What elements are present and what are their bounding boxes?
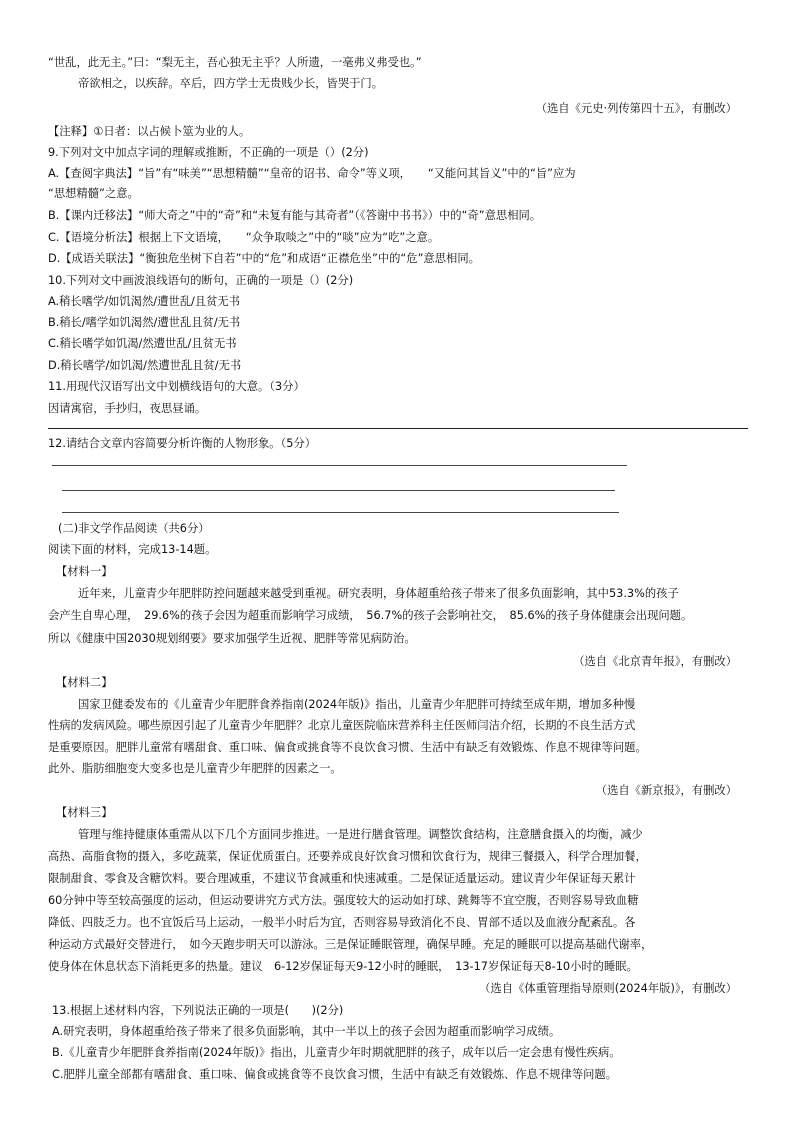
source-note: （选自《元史·列传第四十五》，有删改）	[535, 102, 737, 115]
option-a-cont: “思想精髓”之意。	[48, 187, 139, 200]
material-heading: 【材料三】	[56, 806, 113, 819]
paragraph-line: 限制甜食、零食及含糖饮料。要合理减重，不建议节食减重和快速减重。二是保证适量运动。建议青少年保证每天累计	[48, 872, 636, 885]
question-13: 13.根据上述材料内容，下列说法正确的一项是( )(2分)	[52, 1004, 344, 1017]
text-line: “世乱，此无主。”曰：“梨无主，吾心独无主乎？人所遗，一毫弗义弗受也。”	[48, 56, 422, 69]
question-11: 11.用现代汉语写出文中划横线语句的大意。（3分）	[48, 380, 305, 393]
paragraph-line: 会产生自卑心理， 29.6%的孩子会因为超重而影响学习成绩， 56.7%的孩子会影响社交， 85.6%的孩子身体健康会出现问题。	[48, 609, 693, 622]
paragraph-line: 管理与维持健康体重需从以下几个方面同步推进。一是进行膳食管理。调整饮食结构，注意膳食摄入的均衡，减少	[78, 828, 643, 841]
option-c: C.肥胖儿童全部都有嗜甜食、重口味、偏食或挑食等不良饮食习惯，生活中有缺乏有效锻炼、作息不规律等问题。	[52, 1068, 618, 1081]
paragraph-line: 60分钟中等至较高强度的运动，但运动要讲究方式方法。强度较大的运动如打球、跳舞等不宜空腹，否则容易导致血糖	[48, 894, 639, 907]
option-b: B.稍长/嗜学如饥渴然/遭世乱且贫/无书	[48, 316, 241, 329]
paragraph-line: 是重要原因。肥胖儿童常有嗜甜食、重口味、偏食或挑食等不良饮食习惯、生活中有缺乏有效锻炼、作息不规律等问题。	[48, 741, 647, 754]
paragraph-line: 种运动方式最好交替进行， 如今天跑步明天可以游泳。三是保证睡眠管理，确保早睡。充足的睡眠可以提高基础代谢率，	[48, 938, 653, 951]
paragraph-line: 所以《健康中国2030规划纲要》要求加强学生近视、肥胖等常见病防治。	[48, 632, 416, 645]
paragraph-line: 高热、高脂食物的摄入，多吃蔬菜，保证优质蛋白。还要养成良好饮食习惯和饮食行为，规律三餐摄入，科学合理加餐，	[48, 850, 647, 863]
answer-line[interactable]	[62, 512, 619, 513]
option-d: D.【成语关联法】“衡独危坐树下自若”中的“危”和成语“正襟危坐”中的“危”意思相同。	[48, 252, 480, 265]
text-line: 帝欲相之，以疾辞。卒后，四方学士无贵贱少长，皆哭于门。	[78, 77, 384, 90]
option-a: A.【查阅字典法】“旨”有“味美”“思想精髓”“皇帝的诏书、命令”等义项， “又能问其旨义”中的“旨”应为	[48, 167, 576, 180]
paragraph-line: 性病的发病风险。哪些原因引起了儿童青少年肥胖？北京儿童医院临床营养科主任医师闫洁介绍，长期的不良生活方式	[48, 719, 636, 732]
answer-line[interactable]	[52, 465, 627, 466]
answer-line[interactable]	[62, 490, 615, 491]
source-note: （选自《新京报》，有删改）	[595, 784, 737, 797]
material-heading: 【材料一】	[56, 565, 113, 578]
option-c: C.稍长嗜学如饥渴/然遭世乱/且贫无书	[48, 337, 237, 350]
paragraph-line: 降低、四肢乏力。也不宜饭后马上运动，一般半小时后为宜，否则容易导致消化不良、胃部不适以及血液分配紊乱。各	[48, 916, 636, 929]
option-a: A.稍长嗜学/如饥渴然/遭世乱/且贫无书	[48, 295, 240, 308]
option-b: B.《儿童青少年肥胖食养指南(2024年版)》指出，儿童青少年时期就肥胖的孩子，成年以后一定会患有慢性疾病。	[52, 1046, 621, 1059]
instruction: 阅读下面的材料，完成13-14题。	[48, 543, 217, 556]
section-heading: (二)非文学作品阅读（共6分）	[58, 522, 210, 535]
paragraph-line: 近年来，儿童青少年肥胖防控问题越来越受到重视。研究表明，身体超重给孩子带来了很多负面影响，其中53.3%的孩子	[78, 587, 679, 600]
question-11-sentence: 因请寓宿，手抄归，夜思昼诵。	[48, 402, 207, 415]
option-b: B.【课内迁移法】“师大奇之”中的“奇”和“未复有能与其奇者”（《答谢中书书》）中的“奇”意思相同。	[48, 209, 542, 222]
source-note: （选自《体重管理指导原则(2024年版)》，有删改）	[479, 982, 737, 995]
option-d: D.稍长嗜学/如饥渴/然遭世乱且贫/无书	[48, 359, 242, 372]
answer-line[interactable]	[48, 428, 748, 429]
material-heading: 【材料二】	[56, 676, 113, 689]
question-10: 10.下列对文中画波浪线语句的断句，正确的一项是（）(2分)	[48, 274, 354, 287]
paragraph-line: 使身体在休息状态下消耗更多的热量。建议 6-12岁保证每天9-12小时的睡眠， 13-17岁保证每天8-10小时的睡眠。	[48, 960, 638, 973]
annotation-note: 【注释】①日者：以占候卜筮为业的人。	[48, 125, 251, 138]
question-9: 9.下列对文中加点字词的理解或推断，不正确的一项是（）(2分)	[48, 146, 369, 159]
source-note: （选自《北京青年报》，有删改）	[573, 655, 737, 668]
paragraph-line: 此外、脂肪细胞变大变多也是儿童青少年肥胖的因素之一。	[48, 762, 342, 775]
question-12: 12.请结合文章内容简要分析许衡的人物形象。（5分）	[48, 437, 317, 450]
option-a: A.研究表明，身体超重给孩子带来了很多负面影响，其中一半以上的孩子会因为超重而影响学习成绩。	[52, 1025, 561, 1038]
paragraph-line: 国家卫健委发布的《儿童青少年肥胖食养指南(2024年版)》指出，儿童青少年肥胖可持续至成年期，增加多种慢	[78, 698, 636, 711]
option-c: C.【语境分析法】根据上下文语境， “众争取啖之”中的“啖”应为“吃”之意。	[48, 231, 440, 244]
